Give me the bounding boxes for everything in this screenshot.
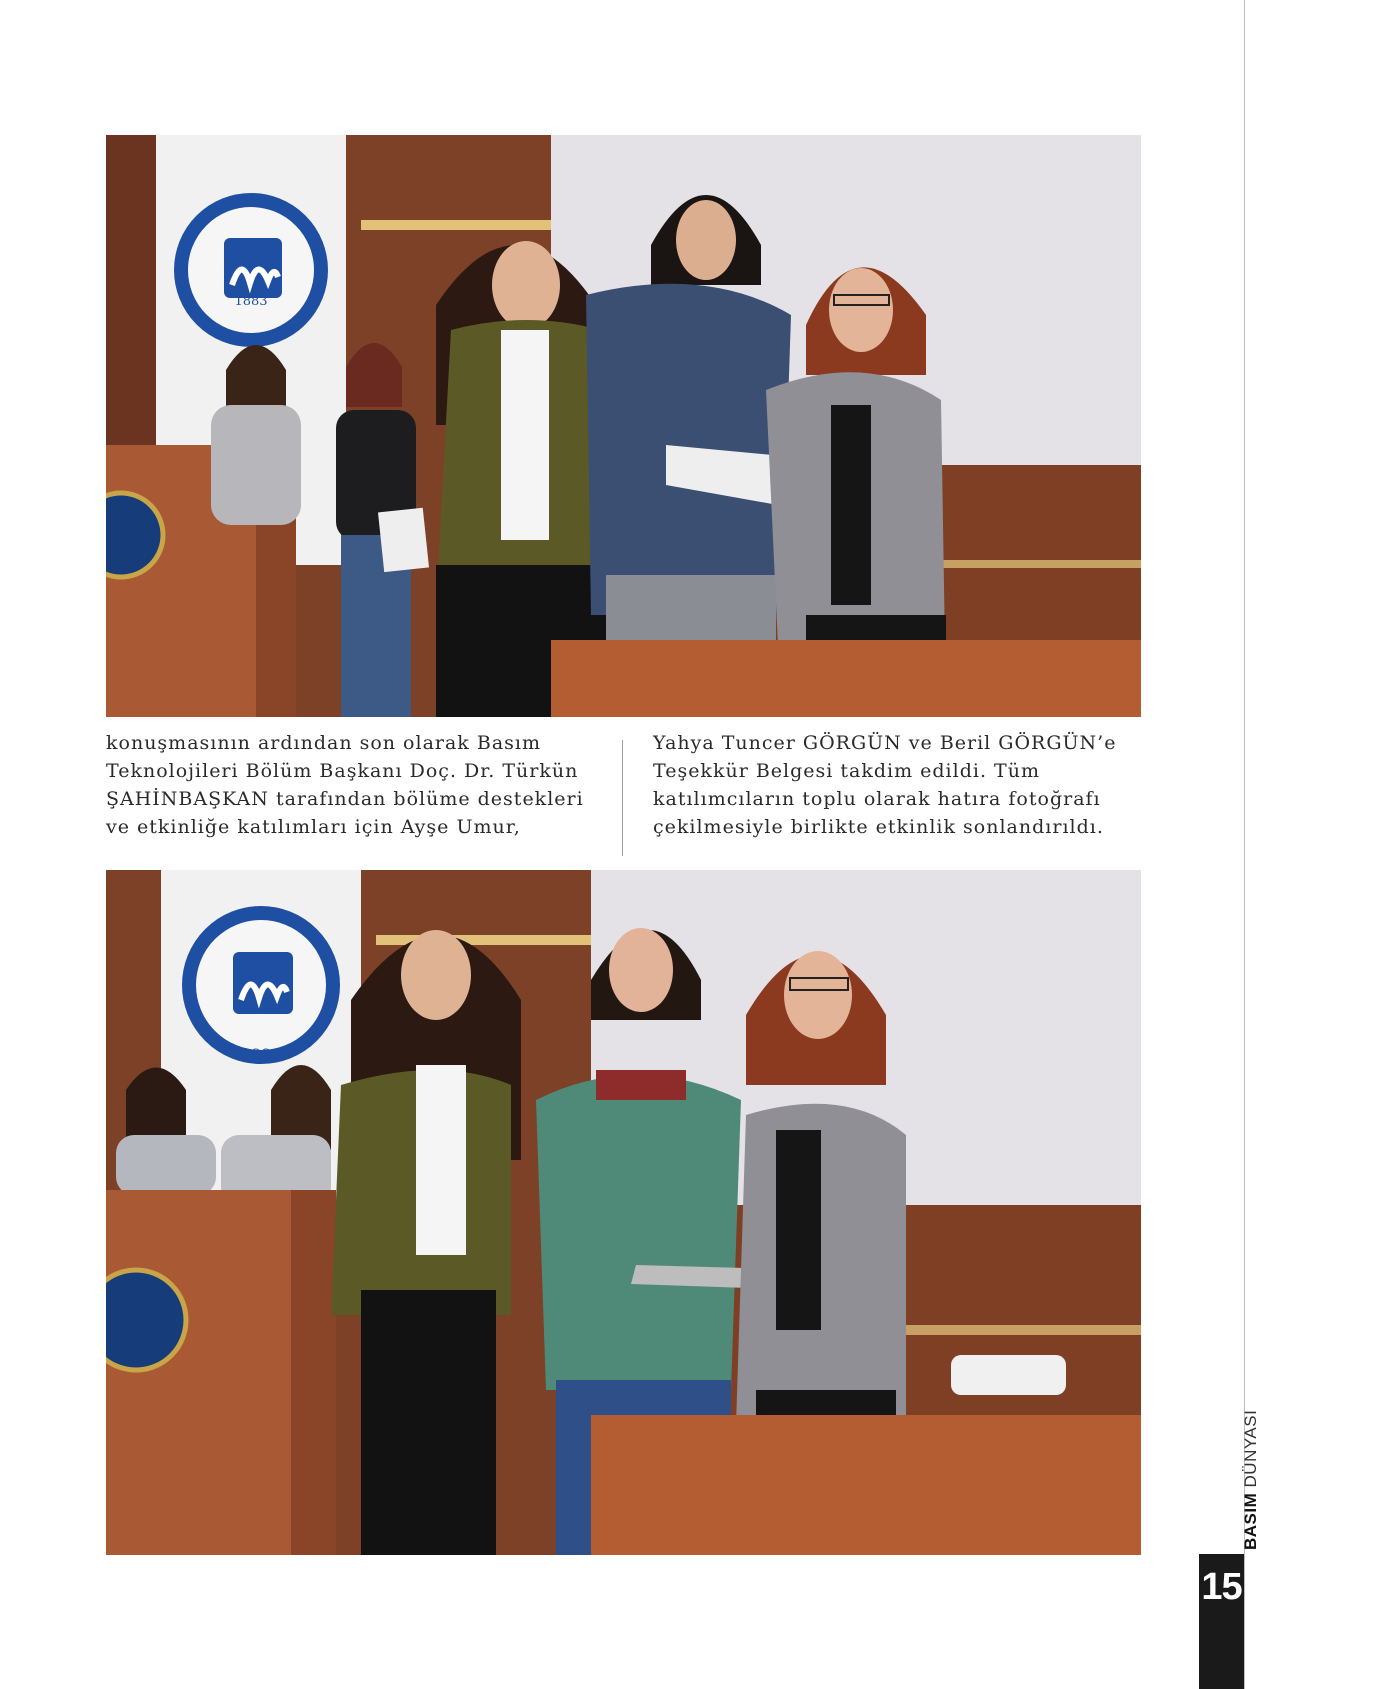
article-line: Teknolojileri Bölüm Başkanı Doç. Dr. Türkün <box>106 760 579 782</box>
university-logo <box>189 913 333 1057</box>
article-line: ŞAHİNBAŞKAN tarafından bölüme destekleri <box>106 788 584 810</box>
banner-year: 1883 <box>234 294 268 309</box>
article-line: ve etkinliğe katılımları için Ayşe Umur, <box>106 816 521 838</box>
article-column-right <box>653 729 1141 841</box>
award-photo-top <box>106 135 1141 717</box>
award-photo-bottom <box>106 870 1141 1555</box>
article-line: Teşekkür Belgesi takdim edildi. Tüm <box>653 760 1040 782</box>
page-number: 15 <box>1201 1566 1242 1608</box>
article-column-left <box>106 729 606 841</box>
article-line: katılımcıların toplu olarak hatıra fotoğrafı <box>653 788 1101 810</box>
article-line: konuşmasının ardından son olarak Basım <box>106 732 541 754</box>
university-logo <box>181 200 321 340</box>
magazine-name-bold: BASIM <box>1241 1492 1260 1550</box>
page-number-box <box>1199 1554 1244 1689</box>
column-divider <box>622 740 623 856</box>
banner-year: 1883 <box>240 1045 282 1064</box>
magazine-name <box>1236 1350 1266 1550</box>
article-line: Yahya Tuncer GÖRGÜN ve Beril GÖRGÜN’e <box>653 732 1117 754</box>
article-line: çekilmesiyle birlikte etkinlik sonlandırıldı. <box>653 816 1104 838</box>
magazine-name-light: DÜNYASI <box>1241 1409 1260 1488</box>
